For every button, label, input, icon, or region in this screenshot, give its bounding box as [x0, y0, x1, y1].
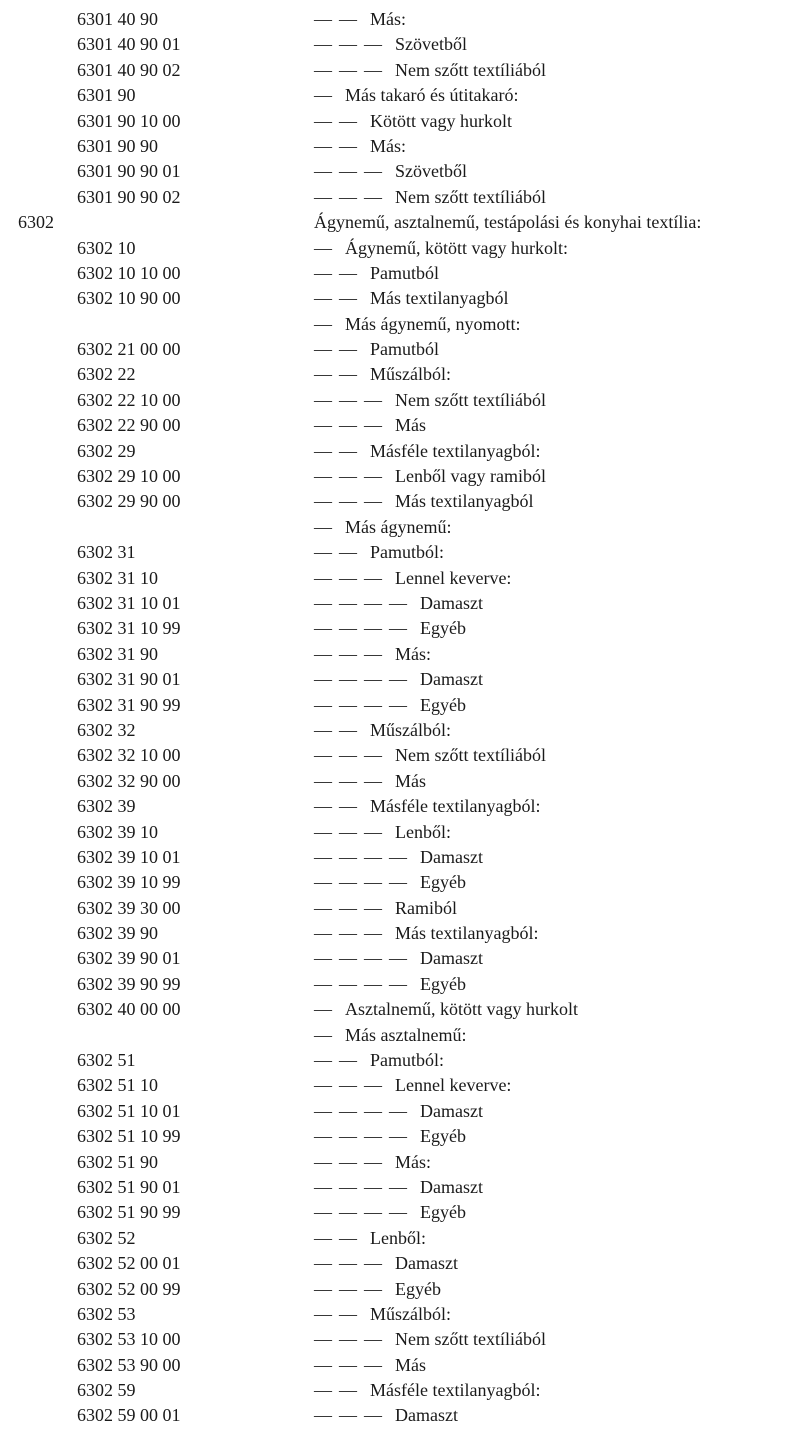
tariff-row	[0, 997, 787, 1022]
tariff-row	[0, 32, 787, 57]
tariff-row	[0, 1124, 787, 1149]
tariff-code: 6302 39 90 99	[77, 973, 181, 994]
indent-dashes	[314, 312, 339, 337]
tariff-code: 6302 22 10 00	[77, 389, 181, 410]
tariff-row	[0, 388, 787, 413]
indent-dashes	[314, 1403, 389, 1428]
indent-dashes	[314, 946, 414, 971]
tariff-row	[0, 921, 787, 946]
description-text: Másféle textilanyagból:	[370, 796, 541, 817]
tariff-description	[314, 7, 406, 32]
description-text: Ramiból	[395, 897, 457, 918]
indent-dashes	[314, 896, 389, 921]
description-text: Damaszt	[420, 846, 483, 867]
description-text: Nem szőtt textíliából	[395, 59, 546, 80]
tariff-row	[0, 1378, 787, 1403]
tariff-row	[0, 718, 787, 743]
indent-dashes	[314, 1073, 389, 1098]
tariff-description	[314, 1048, 444, 1073]
description-text: Damaszt	[420, 1176, 483, 1197]
indent-dashes	[314, 83, 339, 108]
tariff-row	[0, 1353, 787, 1378]
tariff-code: 6301 90	[77, 85, 136, 106]
tariff-row	[0, 820, 787, 845]
tariff-row	[0, 185, 787, 210]
description-text: Szövetből	[395, 161, 467, 182]
tariff-code: 6302 29	[77, 440, 136, 461]
tariff-row	[0, 1099, 787, 1124]
tariff-row	[0, 616, 787, 641]
tariff-row	[0, 286, 787, 311]
description-text: Szövetből	[395, 34, 467, 55]
tariff-code: 6301 90 10 00	[77, 110, 181, 131]
description-text: Más asztalnemű:	[345, 1024, 467, 1045]
tariff-description	[314, 109, 512, 134]
description-text: Műszálból:	[370, 719, 451, 740]
description-text: Lennel keverve:	[395, 1075, 512, 1096]
tariff-description	[314, 1327, 546, 1352]
tariff-code: 6302 39 10 99	[77, 872, 181, 893]
description-text: Műszálból:	[370, 1303, 451, 1324]
tariff-row	[0, 1150, 787, 1175]
indent-dashes	[314, 109, 364, 134]
tariff-code: 6302 53 10 00	[77, 1329, 181, 1350]
indent-dashes	[314, 820, 389, 845]
tariff-description	[314, 1200, 466, 1225]
description-text: Asztalnemű, kötött vagy hurkolt	[345, 999, 578, 1020]
tariff-code: 6302 51 10	[77, 1075, 158, 1096]
tariff-description	[314, 566, 511, 591]
indent-dashes	[314, 7, 364, 32]
indent-dashes	[314, 185, 389, 210]
tariff-code: 6302 31 10 01	[77, 592, 181, 613]
tariff-code: 6302 31 90	[77, 643, 158, 664]
tariff-description	[314, 1150, 431, 1175]
description-text: Más textilanyagból:	[395, 923, 539, 944]
tariff-row	[0, 1403, 787, 1428]
description-text: Damaszt	[395, 1253, 458, 1274]
description-text: Damaszt	[395, 1405, 458, 1426]
indent-dashes	[314, 566, 389, 591]
indent-dashes	[314, 718, 364, 743]
tariff-row	[0, 972, 787, 997]
description-text: Más textilanyagból	[395, 491, 534, 512]
tariff-description	[314, 896, 457, 921]
indent-dashes	[314, 1023, 339, 1048]
tariff-row	[0, 667, 787, 692]
tariff-description	[314, 1378, 540, 1403]
tariff-description	[314, 83, 518, 108]
tariff-row	[0, 591, 787, 616]
tariff-row	[0, 464, 787, 489]
tariff-row	[0, 337, 787, 362]
description-text: Nem szőtt textíliából	[395, 745, 546, 766]
tariff-code: 6302 32	[77, 719, 136, 740]
description-text: Pamutból:	[370, 542, 445, 563]
tariff-code: 6302 39	[77, 796, 136, 817]
description-text: Műszálból:	[370, 364, 451, 385]
tariff-code: 6302 40 00 00	[77, 999, 181, 1020]
tariff-row	[0, 236, 787, 261]
description-text: Más takaró és útitakaró:	[345, 85, 519, 106]
indent-dashes	[314, 1277, 389, 1302]
indent-dashes	[314, 1353, 389, 1378]
tariff-description	[314, 413, 426, 438]
description-text: Egyéb	[420, 618, 466, 639]
indent-dashes	[314, 794, 364, 819]
tariff-description	[314, 1099, 483, 1124]
indent-dashes	[314, 1226, 364, 1251]
description-text: Pamutból	[370, 339, 440, 360]
tariff-row	[0, 845, 787, 870]
tariff-description	[314, 870, 466, 895]
description-text: Lenből:	[395, 821, 451, 842]
tariff-code: 6302 39 90	[77, 923, 158, 944]
indent-dashes	[314, 134, 364, 159]
indent-dashes	[314, 337, 364, 362]
tariff-row	[0, 1302, 787, 1327]
tariff-description	[314, 1277, 441, 1302]
tariff-description	[314, 337, 439, 362]
tariff-row	[0, 261, 787, 286]
description-text: Másféle textilanyagból:	[370, 440, 541, 461]
tariff-code: 6302 52 00 01	[77, 1253, 181, 1274]
tariff-description	[314, 1124, 466, 1149]
tariff-row	[0, 1048, 787, 1073]
tariff-description	[314, 769, 426, 794]
tariff-row	[0, 515, 787, 540]
indent-dashes	[314, 1302, 364, 1327]
tariff-description	[314, 185, 546, 210]
tariff-description	[314, 667, 483, 692]
tariff-code: 6302 52	[77, 1227, 136, 1248]
tariff-row	[0, 109, 787, 134]
tariff-code: 6302 29 10 00	[77, 466, 181, 487]
tariff-description	[314, 921, 538, 946]
tariff-code: 6302 10 90 00	[77, 288, 181, 309]
tariff-description	[314, 58, 546, 83]
tariff-code: 6302 31	[77, 542, 136, 563]
tariff-description	[314, 794, 540, 819]
tariff-description	[314, 439, 540, 464]
tariff-description	[314, 159, 467, 184]
indent-dashes	[314, 439, 364, 464]
tariff-description	[314, 1353, 426, 1378]
tariff-code: 6302 59 00 01	[77, 1405, 181, 1426]
tariff-code: 6301 90 90 02	[77, 186, 181, 207]
tariff-row	[0, 413, 787, 438]
tariff-row	[0, 870, 787, 895]
indent-dashes	[314, 1175, 414, 1200]
tariff-description	[314, 946, 483, 971]
tariff-code: 6302 51 10 01	[77, 1100, 181, 1121]
tariff-description	[314, 1023, 466, 1048]
tariff-code: 6302 31 90 99	[77, 694, 181, 715]
indent-dashes	[314, 413, 389, 438]
tariff-row	[0, 134, 787, 159]
tariff-description	[314, 286, 508, 311]
indent-dashes	[314, 1150, 389, 1175]
description-text: Egyéb	[420, 973, 466, 994]
tariff-row	[0, 693, 787, 718]
description-text: Egyéb	[395, 1278, 441, 1299]
indent-dashes	[314, 1327, 389, 1352]
tariff-description	[314, 540, 444, 565]
tariff-code: 6302 31 10	[77, 567, 158, 588]
indent-dashes	[314, 236, 339, 261]
tariff-code: 6302 10	[77, 237, 136, 258]
tariff-row	[0, 743, 787, 768]
indent-dashes	[314, 1378, 364, 1403]
tariff-code: 6302 51 90 99	[77, 1202, 181, 1223]
description-text: Más textilanyagból	[370, 288, 509, 309]
tariff-description	[314, 210, 701, 235]
indent-dashes	[314, 286, 364, 311]
tariff-description	[314, 642, 431, 667]
indent-dashes	[314, 1251, 389, 1276]
description-text: Más:	[370, 135, 406, 156]
description-text: Pamutból:	[370, 1050, 445, 1071]
tariff-row	[0, 540, 787, 565]
tariff-description	[314, 464, 546, 489]
tariff-description	[314, 616, 466, 641]
description-text: Pamutból	[370, 262, 440, 283]
tariff-row	[0, 769, 787, 794]
tariff-description	[314, 718, 451, 743]
tariff-description	[314, 845, 483, 870]
indent-dashes	[314, 261, 364, 286]
tariff-code: 6302 29 90 00	[77, 491, 181, 512]
tariff-code: 6302 51 10 99	[77, 1126, 181, 1147]
tariff-row	[0, 1277, 787, 1302]
tariff-code: 6301 90 90 01	[77, 161, 181, 182]
tariff-description	[314, 388, 546, 413]
indent-dashes	[314, 693, 414, 718]
description-text: Nem szőtt textíliából	[395, 1329, 546, 1350]
description-text: Nem szőtt textíliából	[395, 186, 546, 207]
description-text: Más	[395, 770, 426, 791]
tariff-code: 6302 22	[77, 364, 136, 385]
tariff-row	[0, 489, 787, 514]
description-text: Más ágynemű:	[345, 516, 452, 537]
tariff-code: 6302 31 10 99	[77, 618, 181, 639]
heading-row	[0, 210, 787, 235]
tariff-row	[0, 439, 787, 464]
tariff-description	[314, 997, 578, 1022]
description-text: Lenből:	[370, 1227, 426, 1248]
indent-dashes	[314, 540, 364, 565]
tariff-description	[314, 1175, 483, 1200]
tariff-code: 6302 31 90 01	[77, 669, 181, 690]
tariff-row	[0, 896, 787, 921]
indent-dashes	[314, 1048, 364, 1073]
indent-dashes	[314, 159, 389, 184]
tariff-row	[0, 794, 787, 819]
tariff-row	[0, 642, 787, 667]
tariff-code: 6302 51 90 01	[77, 1176, 181, 1197]
tariff-row	[0, 83, 787, 108]
tariff-code: 6301 90 90	[77, 135, 158, 156]
tariff-row	[0, 362, 787, 387]
tariff-description	[314, 972, 466, 997]
indent-dashes	[314, 743, 389, 768]
tariff-description	[314, 693, 466, 718]
description-text: Nem szőtt textíliából	[395, 389, 546, 410]
tariff-code: 6302 22 90 00	[77, 415, 181, 436]
description-text: Damaszt	[420, 948, 483, 969]
indent-dashes	[314, 1099, 414, 1124]
indent-dashes	[314, 32, 389, 57]
indent-dashes	[314, 921, 389, 946]
description-text: Más ágynemű, nyomott:	[345, 313, 521, 334]
tariff-code: 6302 21 00 00	[77, 339, 181, 360]
tariff-code: 6302 51 90	[77, 1151, 158, 1172]
tariff-description	[314, 591, 483, 616]
tariff-code: 6302 39 90 01	[77, 948, 181, 969]
tariff-description	[314, 1403, 458, 1428]
tariff-row	[0, 1200, 787, 1225]
tariff-description	[314, 362, 451, 387]
description-text: Másféle textilanyagból:	[370, 1380, 541, 1401]
tariff-row	[0, 1073, 787, 1098]
description-text: Egyéb	[420, 1202, 466, 1223]
tariff-description	[314, 261, 439, 286]
tariff-code: 6302 32 10 00	[77, 745, 181, 766]
description-text: Más	[395, 1354, 426, 1375]
description-text: Ágynemű, asztalnemű, testápolási és konyhai textília:	[314, 212, 702, 233]
description-text: Más:	[370, 9, 406, 29]
description-text: Lennel keverve:	[395, 567, 512, 588]
description-text: Damaszt	[420, 669, 483, 690]
tariff-row	[0, 1327, 787, 1352]
tariff-row	[0, 1251, 787, 1276]
tariff-code: 6302 39 30 00	[77, 897, 181, 918]
tariff-description	[314, 743, 546, 768]
indent-dashes	[314, 1124, 414, 1149]
indent-dashes	[314, 616, 414, 641]
tariff-row	[0, 7, 787, 32]
description-text: Egyéb	[420, 1126, 466, 1147]
description-text: Egyéb	[420, 694, 466, 715]
tariff-description	[314, 1226, 426, 1251]
tariff-row	[0, 159, 787, 184]
tariff-row	[0, 312, 787, 337]
description-text: Más	[395, 415, 426, 436]
tariff-code: 6302 51	[77, 1050, 136, 1071]
tariff-description	[314, 312, 520, 337]
tariff-code: 6302 39 10 01	[77, 846, 181, 867]
indent-dashes	[314, 388, 389, 413]
tariff-row	[0, 566, 787, 591]
tariff-code-list	[0, 7, 787, 1429]
description-text: Kötött vagy hurkolt	[370, 110, 512, 131]
indent-dashes	[314, 489, 389, 514]
tariff-description	[314, 134, 406, 159]
description-text: Más:	[395, 643, 431, 664]
indent-dashes	[314, 515, 339, 540]
indent-dashes	[314, 845, 414, 870]
indent-dashes	[314, 870, 414, 895]
indent-dashes	[314, 972, 414, 997]
tariff-code: 6302 52 00 99	[77, 1278, 181, 1299]
tariff-code: 6302 59	[77, 1380, 136, 1401]
description-text: Lenből vagy ramiból	[395, 466, 546, 487]
tariff-code: 6302 39 10	[77, 821, 158, 842]
indent-dashes	[314, 997, 339, 1022]
tariff-code: 6302	[18, 212, 54, 233]
description-text: Más:	[395, 1151, 431, 1172]
tariff-code: 6302 10 10 00	[77, 262, 181, 283]
tariff-code: 6301 40 90 01	[77, 34, 181, 55]
tariff-code: 6302 32 90 00	[77, 770, 181, 791]
tariff-row	[0, 1023, 787, 1048]
tariff-code: 6301 40 90	[77, 9, 158, 29]
description-text: Damaszt	[420, 592, 483, 613]
tariff-description	[314, 820, 451, 845]
indent-dashes	[314, 362, 364, 387]
indent-dashes	[314, 667, 414, 692]
tariff-description	[314, 32, 467, 57]
tariff-code: 6302 53	[77, 1303, 136, 1324]
description-text: Egyéb	[420, 872, 466, 893]
indent-dashes	[314, 464, 389, 489]
tariff-code: 6301 40 90 02	[77, 59, 181, 80]
tariff-description	[314, 1251, 458, 1276]
tariff-description	[314, 489, 533, 514]
tariff-row	[0, 58, 787, 83]
tariff-row	[0, 1175, 787, 1200]
tariff-description	[314, 236, 568, 261]
description-text: Ágynemű, kötött vagy hurkolt:	[345, 237, 568, 258]
indent-dashes	[314, 769, 389, 794]
tariff-description	[314, 515, 451, 540]
tariff-description	[314, 1302, 451, 1327]
description-text: Damaszt	[420, 1100, 483, 1121]
indent-dashes	[314, 591, 414, 616]
indent-dashes	[314, 1200, 414, 1225]
indent-dashes	[314, 642, 389, 667]
tariff-row	[0, 946, 787, 971]
tariff-code: 6302 53 90 00	[77, 1354, 181, 1375]
indent-dashes	[314, 58, 389, 83]
tariff-description	[314, 1073, 511, 1098]
tariff-row	[0, 1226, 787, 1251]
